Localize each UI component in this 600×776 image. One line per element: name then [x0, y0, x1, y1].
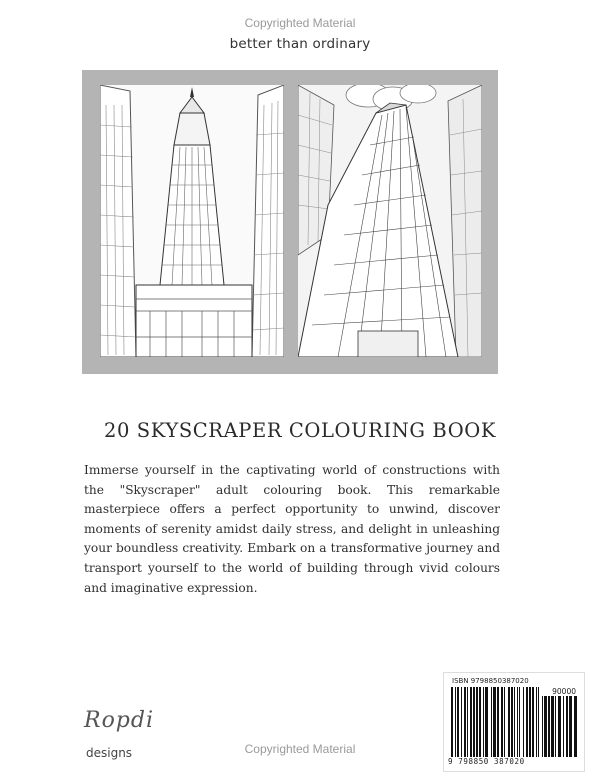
barcode-main-bars — [451, 687, 539, 757]
book-title: 20 SKYSCRAPER COLOURING BOOK — [103, 419, 497, 442]
watermark-top: Copyrighted Material — [244, 16, 356, 30]
skyscraper-drawing-left — [100, 85, 284, 357]
barcode-price-bars — [542, 696, 578, 757]
price-code: 90000 — [552, 687, 576, 696]
book-description: Immerse yourself in the captivating world of constructions with the "Skyscraper" adult colouring book. This remarkable masterpiece offers a perfect opportunity to unwind, discover moments of serenity amidst daily stress, and delight in unleashing your boundless creativity. Embark on a transformative journey and transport yourself to the world of building through vivid colours and imaginative expression. — [84, 463, 500, 595]
publisher-logo-script: Ropdi — [84, 708, 155, 733]
tagline: better than ordinary — [229, 36, 371, 52]
preview-image-frame — [82, 70, 498, 374]
publisher-logo-subtitle: designs — [86, 746, 133, 760]
isbn-barcode — [443, 672, 585, 772]
isbn-label: ISBN 9798850387020 — [452, 677, 529, 685]
skyscraper-drawing-right — [298, 85, 482, 357]
publisher-logo — [82, 708, 182, 768]
isbn-digits: 9 798850 387020 — [448, 757, 525, 766]
watermark-bottom: Copyrighted Material — [244, 742, 356, 756]
